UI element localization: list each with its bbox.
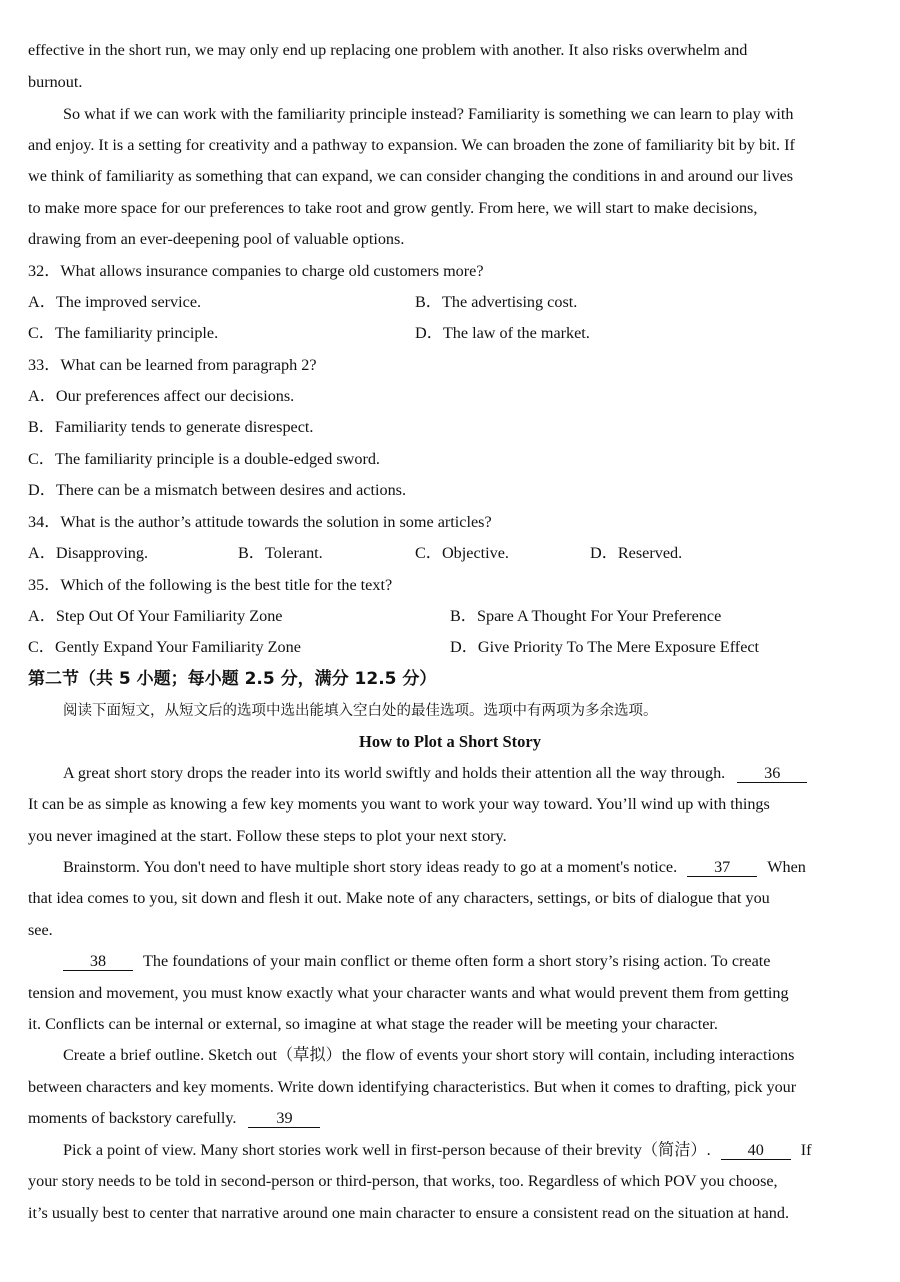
passage-line: to make more space for our preferences to take root and grow gently. From here, we will start to make decisions, bbox=[28, 199, 758, 217]
option-33-c[interactable]: C．The familiarity principle is a double-edged sword. bbox=[28, 450, 380, 468]
article-text: If bbox=[800, 1141, 812, 1159]
passage-line: So what if we can work with the familiarity principle instead? Familiarity is something we can learn to play with bbox=[63, 105, 794, 123]
section-instruction: 阅读下面短文，从短文后的选项中选出能填入空白处的最佳选项。选项中有两项为多余选项。 bbox=[63, 703, 658, 719]
article-line: that idea comes to you, sit down and flesh it out. Make note of any characters, settings, or bits of dialogue that you bbox=[28, 889, 770, 907]
option-33-a[interactable]: A．Our preferences affect our decisions. bbox=[28, 387, 295, 405]
article-text: A great short story drops the reader into its world swiftly and holds their attention all the way through. bbox=[63, 764, 726, 782]
answer-blank-39[interactable]: 39 bbox=[248, 1110, 320, 1128]
answer-blank-36[interactable]: 36 bbox=[737, 765, 807, 783]
option-32-b[interactable]: B．The advertising cost. bbox=[415, 293, 578, 311]
passage-line: we think of familiarity as something that can expand, we can consider changing the conditions in and around our lives bbox=[28, 167, 794, 185]
question-stem-34: 34．What is the author’s attitude towards the solution in some articles? bbox=[28, 513, 492, 531]
article-line: it’s usually best to center that narrative around one main character to ensure a consistent read on the situation at hand. bbox=[28, 1204, 790, 1222]
article-text: When bbox=[767, 858, 806, 876]
article-line: you never imagined at the start. Follow these steps to plot your next story. bbox=[28, 827, 507, 845]
question-stem-32: 32．What allows insurance companies to charge old customers more? bbox=[28, 262, 484, 280]
article-line: see. bbox=[28, 921, 53, 939]
answer-blank-37[interactable]: 37 bbox=[687, 859, 757, 877]
article-line: tension and movement, you must know exactly what your character wants and what would prevent them from getting bbox=[28, 984, 789, 1002]
article-text: Brainstorm. You don't need to have multiple short story ideas ready to go at a moment's notice. bbox=[63, 858, 678, 876]
option-32-c[interactable]: C．The familiarity principle. bbox=[28, 324, 219, 342]
article-line: between characters and key moments. Write down identifying characteristics. But when it comes to drafting, pick your bbox=[28, 1078, 797, 1096]
passage-line: burnout. bbox=[28, 73, 83, 91]
article-line: Create a brief outline. Sketch out（草拟）the flow of events your short story will contain, including interactions bbox=[63, 1046, 795, 1064]
article-text: Pick a point of view. Many short stories work well in first-person because of their brevity（简洁）. bbox=[63, 1141, 711, 1159]
article-line: it. Conflicts can be internal or external, so imagine at what stage the reader will be meeting your character. bbox=[28, 1015, 718, 1033]
option-35-b[interactable]: B．Spare A Thought For Your Preference bbox=[450, 607, 722, 625]
article-line bbox=[63, 1140, 866, 1160]
option-35-c[interactable]: C．Gently Expand Your Familiarity Zone bbox=[28, 638, 301, 656]
option-35-a[interactable]: A．Step Out Of Your Familiarity Zone bbox=[28, 607, 283, 625]
question-stem-33: 33．What can be learned from paragraph 2? bbox=[28, 356, 317, 374]
option-35-d[interactable]: D．Give Priority To The Mere Exposure Effect bbox=[450, 638, 760, 656]
passage-line: drawing from an ever-deepening pool of valuable options. bbox=[28, 230, 405, 248]
article-text: The foundations of your main conflict or theme often form a short story’s rising action. To create bbox=[143, 952, 771, 970]
article-line bbox=[63, 763, 866, 783]
section-heading: 第二节（共 5 小题；每小题 2.5 分，满分 12.5 分） bbox=[28, 669, 437, 689]
article-line bbox=[28, 1108, 866, 1128]
article-line bbox=[63, 857, 866, 877]
option-32-d[interactable]: D．The law of the market. bbox=[415, 324, 590, 342]
option-33-d[interactable]: D．There can be a mismatch between desires and actions. bbox=[28, 481, 407, 499]
option-34-c[interactable]: C．Objective. bbox=[415, 544, 509, 562]
article-title: How to Plot a Short Story bbox=[359, 732, 541, 751]
answer-blank-40[interactable]: 40 bbox=[721, 1142, 791, 1160]
answer-blank-38[interactable]: 38 bbox=[63, 953, 133, 971]
article-text: moments of backstory carefully. bbox=[28, 1109, 237, 1127]
option-34-d[interactable]: D．Reserved. bbox=[590, 544, 683, 562]
option-34-a[interactable]: A．Disapproving. bbox=[28, 544, 149, 562]
article-line: It can be as simple as knowing a few key moments you want to work your way toward. You’ll wind up with things bbox=[28, 795, 770, 813]
question-stem-35: 35．Which of the following is the best title for the text? bbox=[28, 576, 393, 594]
passage-line: and enjoy. It is a setting for creativity and a pathway to expansion. We can broaden the zone of familiarity bit by bit. If bbox=[28, 136, 795, 154]
option-33-b[interactable]: B．Familiarity tends to generate disrespect. bbox=[28, 418, 314, 436]
passage-line: effective in the short run, we may only end up replacing one problem with another. It also risks overwhelm and bbox=[28, 41, 748, 59]
option-32-a[interactable]: A．The improved service. bbox=[28, 293, 202, 311]
option-34-b[interactable]: B．Tolerant. bbox=[238, 544, 323, 562]
article-line: your story needs to be told in second-person or third-person, that works, too. Regardless of which POV you choose, bbox=[28, 1172, 778, 1190]
article-line bbox=[63, 951, 866, 971]
